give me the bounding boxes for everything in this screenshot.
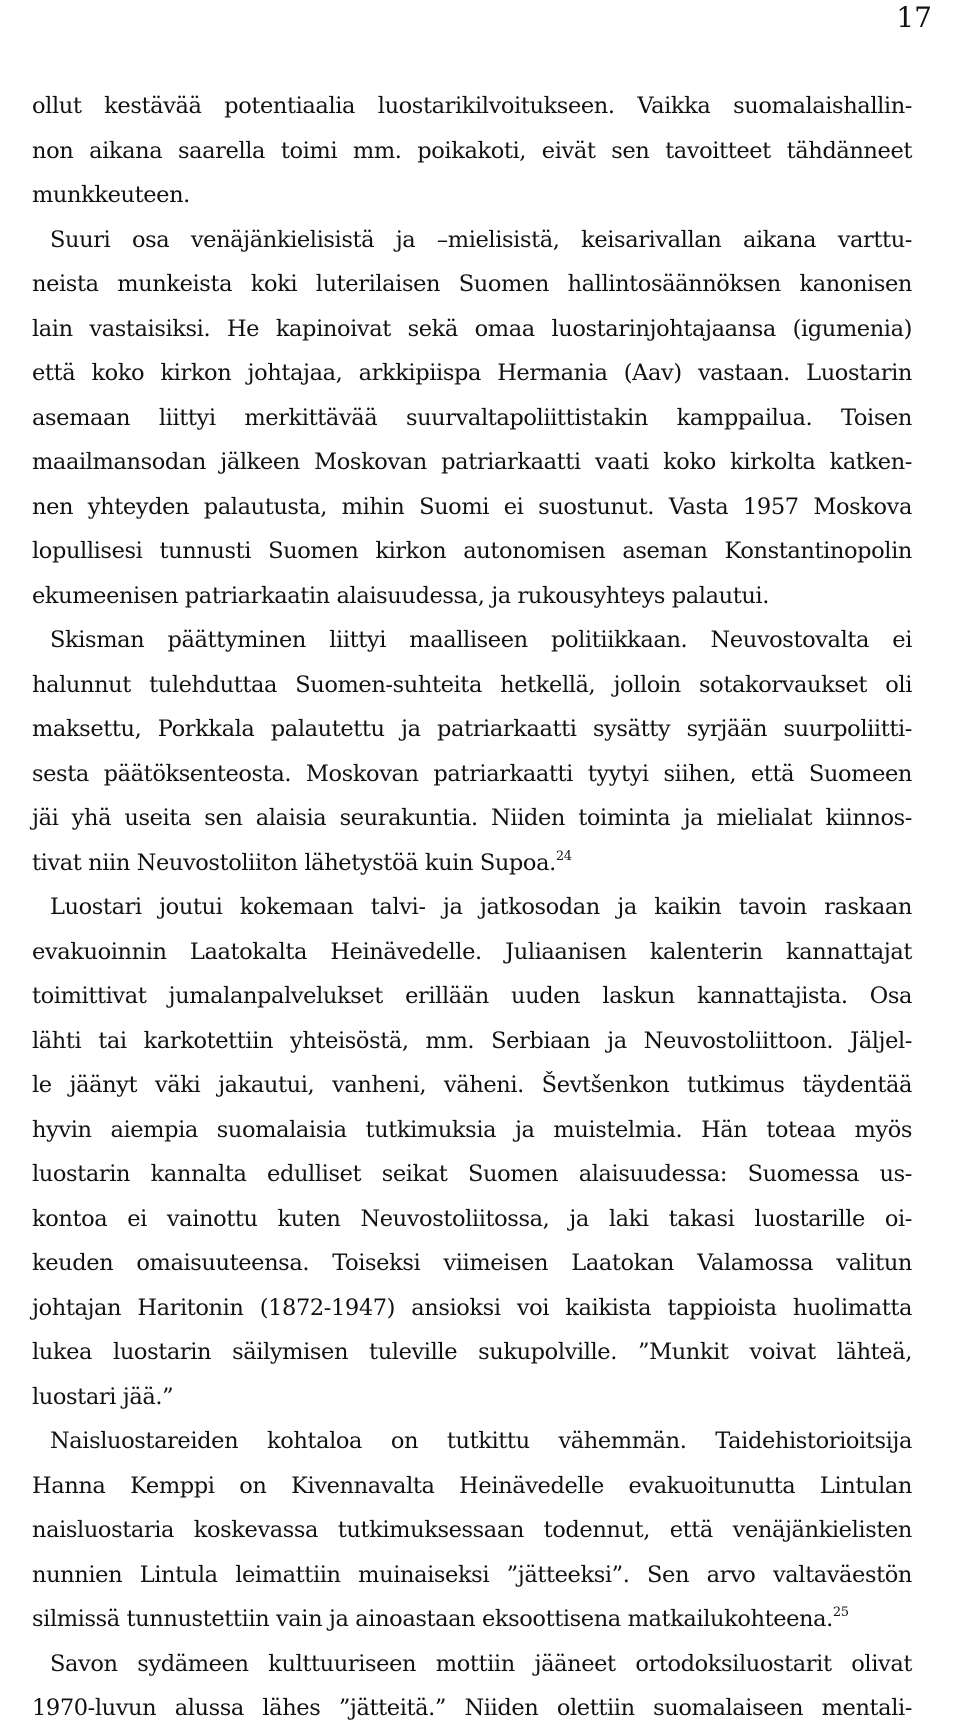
text-line [32, 440, 912, 485]
line-text: silmissä tunnustettiin vain ja ainoastaan eksoottisena matkailukohteena. [32, 1606, 833, 1632]
text-line [32, 930, 912, 975]
line-text: jäi yhä useita sen alaisia seurakuntia. Niiden toiminta ja mielialat kiinnos- [32, 805, 912, 831]
text-line [32, 796, 912, 841]
line-text: le jäänyt väki jakautui, vanheni, väheni. Ševtšenkon tutkimus täydentää [32, 1072, 912, 1098]
line-text: tivat niin Neuvostoliiton lähetystöä kuin Supoa. [32, 849, 556, 876]
line-text: keuden omaisuuteensa. Toiseksi viimeisen Laatokan Valamossa valitun [32, 1250, 912, 1276]
text-line [32, 1375, 912, 1420]
line-text: johtajan Haritonin (1872-1947) ansioksi voi kaikista tappioista huolimatta [32, 1294, 912, 1321]
line-text: sesta päätöksenteosta. Moskovan patriarkaatti tyytyi siihen, että Suomeen [32, 760, 912, 787]
line-text: asemaan liittyi merkittävää suurvaltapoliittistakin kamppailua. Toisen [32, 404, 912, 431]
line-text: Savon sydämeen kulttuuriseen mottiin jääneet ortodoksiluostarit olivat [50, 1650, 912, 1677]
text-line [32, 1642, 912, 1687]
line-text: lukea luostarin säilymisen tuleville sukupolville. ”Munkit voivat lähteä, [32, 1339, 912, 1365]
line-text: luostarin kannalta edulliset seikat Suomen alaisuudessa: Suomessa us- [32, 1161, 912, 1187]
line-text: munkkeuteen. [32, 182, 190, 208]
line-text: ekumeenisen patriarkaatin alaisuudessa, ja rukousyhteys palautui. [32, 582, 769, 609]
line-text: että koko kirkon johtajaa, arkkipiispa Hermania (Aav) vastaan. Luostarin [32, 360, 912, 386]
text-line [32, 841, 912, 886]
text-line [32, 1330, 912, 1375]
line-text: nen yhteyden palautusta, mihin Suomi ei suostunut. Vasta 1957 Moskova [32, 493, 912, 520]
line-text: Luostari joutui kokemaan talvi- ja jatkosodan ja kaikin tavoin raskaan [50, 894, 912, 920]
text-line [32, 1553, 912, 1598]
text-line [32, 885, 912, 930]
text-line [32, 1464, 912, 1509]
line-text: Hanna Kemppi on Kivennavalta Heinävedelle evakuoitunutta Lintulan [32, 1472, 912, 1499]
text-line [32, 974, 912, 1019]
text-line [32, 1197, 912, 1242]
line-text: nunnien Lintula leimattiin muinaiseksi ”jätteeksi”. Sen arvo valtaväestön [32, 1561, 912, 1588]
text-line [32, 1686, 912, 1731]
line-text: Suuri osa venäjänkielisistä ja –mielisistä, keisarivallan aikana varttu- [50, 226, 912, 253]
line-text: ollut kestävää potentiaalia luostarikilvoitukseen. Vaikka suomalaishallin- [32, 93, 912, 119]
text-line [32, 1419, 912, 1464]
text-line [32, 173, 912, 218]
page-number: 17 [896, 1, 932, 34]
text-line [32, 84, 912, 129]
line-text: Naisluostareiden kohtaloa on tutkittu vähemmän. Taidehistorioitsija [50, 1428, 912, 1454]
line-text: maailmansodan jälkeen Moskovan patriarkaatti vaati koko kirkolta katken- [32, 449, 912, 475]
text-line [32, 129, 912, 174]
line-text: kontoa ei vainottu kuten Neuvostoliitossa, ja laki takasi luostarille oi- [32, 1205, 912, 1232]
footnote-marker: 24 [555, 848, 572, 864]
line-text: non aikana saarella toimi mm. poikakoti, eivät sen tavoitteet tähdänneet [32, 137, 912, 164]
line-text: toimittivat jumalanpalvelukset erillään uuden laskun kannattajista. Osa [32, 983, 912, 1009]
text-line [32, 1108, 912, 1153]
body-text [32, 84, 912, 1731]
text-line [32, 1152, 912, 1197]
text-line [32, 574, 912, 619]
line-text: lain vastaisiksi. He kapinoivat sekä omaa luostarinjohtajaansa (igumenia) [32, 315, 912, 342]
text-line [32, 396, 912, 441]
line-text: 1970-luvun alussa lähes ”jätteitä.” Niiden olettiin suomalaiseen mentali- [32, 1695, 912, 1721]
footnote-marker: 25 [832, 1605, 849, 1620]
text-line [32, 218, 912, 263]
text-line [32, 707, 912, 752]
text-line [32, 307, 912, 352]
line-text: naisluostaria koskevassa tutkimuksessaan todennut, että venäjänkielisten [32, 1517, 912, 1543]
text-line [32, 1508, 912, 1553]
text-line [32, 752, 912, 797]
text-line [32, 485, 912, 530]
line-text: luostari jää.” [32, 1383, 174, 1410]
text-line [32, 618, 912, 663]
text-line [32, 1597, 912, 1642]
line-text: Skisman päättyminen liittyi maalliseen politiikkaan. Neuvostovalta ei [50, 627, 912, 653]
text-line [32, 529, 912, 574]
text-line [32, 1286, 912, 1331]
line-text: evakuoinnin Laatokalta Heinävedelle. Juliaanisen kalenterin kannattajat [32, 938, 912, 965]
text-line [32, 351, 912, 396]
text-line [32, 1019, 912, 1064]
line-text: lopullisesi tunnusti Suomen kirkon autonomisen aseman Konstantinopolin [32, 538, 912, 564]
text-line [32, 663, 912, 708]
line-text: lähti tai karkotettiin yhteisöstä, mm. Serbiaan ja Neuvostoliittoon. Jäljel- [32, 1027, 912, 1054]
line-text: halunnut tulehduttaa Suomen-suhteita hetkellä, jolloin sotakorvaukset oli [32, 671, 912, 698]
text-line [32, 1241, 912, 1286]
text-line [32, 262, 912, 307]
text-line [32, 1063, 912, 1108]
line-text: neista munkeista koki luterilaisen Suomen hallintosäännöksen kanonisen [32, 271, 912, 297]
line-text: maksettu, Porkkala palautettu ja patriarkaatti sysätty syrjään suurpoliitti- [32, 716, 912, 742]
line-text: hyvin aiempia suomalaisia tutkimuksia ja muistelmia. Hän toteaa myös [32, 1116, 912, 1143]
